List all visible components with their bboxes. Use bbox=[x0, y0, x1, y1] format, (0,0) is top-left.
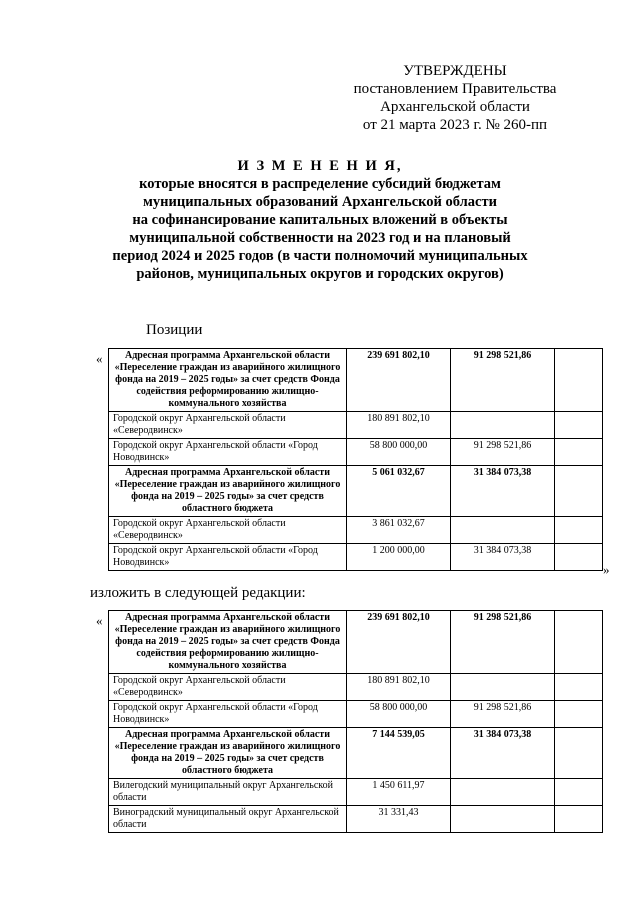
recipient-cell: Адресная программа Архангельской области «Переселение граждан из аварийного жилищного фонда на 2019 – 2025 годы» за счет средств Фонда содействия реформированию жилищно-коммунального хозяйства bbox=[109, 349, 347, 412]
quote-open-2: « bbox=[96, 613, 103, 628]
value-2025-cell bbox=[555, 439, 603, 466]
new-redaction-table bbox=[108, 610, 603, 833]
value-2024-cell: 91 298 521,86 bbox=[451, 611, 555, 674]
value-2023-cell: 1 200 000,00 bbox=[347, 544, 451, 571]
recipient-cell: Городской округ Архангельской области «Северодвинск» bbox=[109, 674, 347, 701]
document-title bbox=[50, 157, 590, 283]
table-row bbox=[109, 779, 603, 806]
recipient-cell: Городской округ Архангельской области «Город Новодвинск» bbox=[109, 701, 347, 728]
value-2024-cell: 91 298 521,86 bbox=[451, 701, 555, 728]
approval-line-4: от 21 марта 2023 г. № 260-пп bbox=[362, 117, 548, 133]
title-line-1: которые вносятся в распределение субсидий бюджетам bbox=[139, 176, 501, 192]
approval-line-1: УТВЕРЖДЕНЫ bbox=[403, 63, 507, 79]
recipient-cell: Адресная программа Архангельской области «Переселение граждан из аварийного жилищного фонда на 2019 – 2025 годы» за счет средств Фонда содействия реформированию жилищно-коммунального хозяйства bbox=[109, 611, 347, 674]
value-2024-cell: 31 384 073,38 bbox=[451, 544, 555, 571]
value-2025-cell bbox=[555, 611, 603, 674]
value-2024-cell bbox=[451, 412, 555, 439]
value-2023-cell: 5 061 032,67 bbox=[347, 466, 451, 517]
recipient-cell: Городской округ Архангельской области «Северодвинск» bbox=[109, 517, 347, 544]
approval-line-2: постановлением Правительства bbox=[353, 81, 557, 97]
table-row bbox=[109, 517, 603, 544]
value-2024-cell: 31 384 073,38 bbox=[451, 728, 555, 779]
table-row bbox=[109, 806, 603, 833]
recipient-cell: Городской округ Архангельской области «Город Новодвинск» bbox=[109, 544, 347, 571]
table-row bbox=[109, 611, 603, 674]
recipient-cell: Городской округ Архангельской области «Северодвинск» bbox=[109, 412, 347, 439]
quote-close-1: » bbox=[603, 562, 610, 577]
table-row bbox=[109, 412, 603, 439]
value-2025-cell bbox=[555, 701, 603, 728]
table-row bbox=[109, 439, 603, 466]
title-line-6: районов, муниципальных округов и городских округов) bbox=[136, 266, 504, 282]
value-2023-cell: 3 861 032,67 bbox=[347, 517, 451, 544]
value-2024-cell: 91 298 521,86 bbox=[451, 439, 555, 466]
title-line-3: на софинансирование капитальных вложений в объекты bbox=[132, 212, 508, 228]
value-2024-cell: 31 384 073,38 bbox=[451, 466, 555, 517]
table-row bbox=[109, 466, 603, 517]
title-heading: И З М Е Н Е Н И Я, bbox=[237, 158, 403, 174]
table-row bbox=[109, 544, 603, 571]
approval-line-3: Архангельской области bbox=[380, 99, 530, 115]
value-2024-cell: 91 298 521,86 bbox=[451, 349, 555, 412]
title-line-4: муниципальной собственности на 2023 год и на плановый bbox=[129, 230, 511, 246]
value-2024-cell bbox=[451, 779, 555, 806]
recipient-cell: Адресная программа Архангельской области «Переселение граждан из аварийного жилищного фонда на 2019 – 2025 годы» за счет средств областного бюджета bbox=[109, 728, 347, 779]
value-2023-cell: 239 691 802,10 bbox=[347, 349, 451, 412]
table-row bbox=[109, 728, 603, 779]
value-2025-cell bbox=[555, 349, 603, 412]
recipient-cell: Городской округ Архангельской области «Город Новодвинск» bbox=[109, 439, 347, 466]
value-2023-cell: 58 800 000,00 bbox=[347, 439, 451, 466]
table-row bbox=[109, 701, 603, 728]
value-2023-cell: 239 691 802,10 bbox=[347, 611, 451, 674]
recipient-cell: Виноградский муниципальный округ Архангельской области bbox=[109, 806, 347, 833]
table-row bbox=[109, 674, 603, 701]
value-2025-cell bbox=[555, 674, 603, 701]
approval-stamp bbox=[330, 62, 580, 134]
value-2025-cell bbox=[555, 728, 603, 779]
value-2024-cell bbox=[451, 806, 555, 833]
table-row bbox=[109, 349, 603, 412]
positions-label: Позиции bbox=[146, 322, 203, 338]
value-2024-cell bbox=[451, 674, 555, 701]
value-2025-cell bbox=[555, 806, 603, 833]
value-2025-cell bbox=[555, 779, 603, 806]
recipient-cell: Адресная программа Архангельской области «Переселение граждан из аварийного жилищного фонда на 2019 – 2025 годы» за счет средств областного бюджета bbox=[109, 466, 347, 517]
value-2024-cell bbox=[451, 517, 555, 544]
value-2025-cell bbox=[555, 544, 603, 571]
value-2023-cell: 1 450 611,97 bbox=[347, 779, 451, 806]
value-2023-cell: 7 144 539,05 bbox=[347, 728, 451, 779]
recipient-cell: Вилегодский муниципальный округ Архангельской области bbox=[109, 779, 347, 806]
positions-table bbox=[108, 348, 603, 571]
value-2025-cell bbox=[555, 517, 603, 544]
value-2025-cell bbox=[555, 412, 603, 439]
redaction-label: изложить в следующей редакции: bbox=[90, 585, 306, 601]
value-2023-cell: 180 891 802,10 bbox=[347, 674, 451, 701]
title-line-5: период 2024 и 2025 годов (в части полномочий муниципальных bbox=[112, 248, 528, 264]
title-line-2: муниципальных образований Архангельской области bbox=[143, 194, 497, 210]
value-2025-cell bbox=[555, 466, 603, 517]
value-2023-cell: 180 891 802,10 bbox=[347, 412, 451, 439]
value-2023-cell: 58 800 000,00 bbox=[347, 701, 451, 728]
quote-open-1: « bbox=[96, 351, 103, 366]
value-2023-cell: 31 331,43 bbox=[347, 806, 451, 833]
